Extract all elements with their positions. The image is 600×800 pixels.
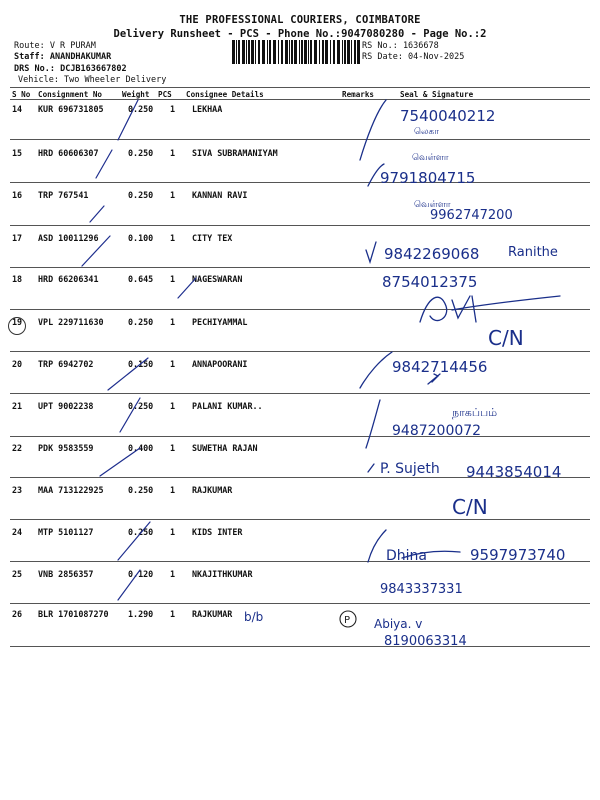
drs-number: DCJB163667802 (60, 64, 127, 74)
handwritten-tamil-name: நாகப்பம் (452, 406, 498, 419)
table-row (10, 607, 590, 649)
barcode-bar (294, 40, 297, 64)
route-label: Route: V R PURAM (14, 41, 96, 51)
row-consignee: LEKHAA (192, 104, 223, 114)
barcode-bar (285, 40, 288, 64)
row-consignment: VNB 2856357 (38, 569, 94, 579)
col-weight: Weight (122, 90, 150, 99)
barcode-bar (258, 40, 260, 64)
row-pcs: 1 (170, 609, 176, 619)
handwritten-signature: Ranithe (508, 245, 558, 260)
row-consignee: CITY TEX (192, 233, 233, 243)
row-consignee: ANNAPOORANI (192, 359, 248, 369)
handwritten-phone: 9842714456 (392, 358, 488, 376)
row-pcs: 1 (170, 233, 176, 243)
handwritten-phone: 9487200072 (392, 423, 482, 439)
row-sno: 14 (12, 104, 23, 114)
row-sno: 23 (12, 485, 23, 495)
row-consignee: KANNAN RAVI (192, 190, 248, 200)
row-weight: 0.400 (128, 443, 154, 453)
row-pcs: 1 (170, 274, 176, 284)
row-divider (10, 351, 590, 352)
barcode-bar (262, 40, 265, 64)
row-sno: 22 (12, 443, 23, 453)
barcode-bar (344, 40, 346, 64)
row-sno: 19 (12, 317, 23, 327)
row-divider (10, 646, 590, 647)
row-consignee: NKAJITHKUMAR (192, 569, 253, 579)
row-consignment: TRP 767541 (38, 190, 89, 200)
vehicle-label: Vehicle: Two Wheeler Delivery (18, 75, 167, 85)
row-consignment: UPT 9002238 (38, 401, 94, 411)
handwritten-remark: b/b (244, 610, 264, 624)
col-remarks: Remarks (342, 90, 375, 99)
barcode-bar (351, 40, 352, 64)
row-consignment: MTP 5101127 (38, 527, 94, 537)
barcode-bar (357, 40, 360, 64)
row-consignee: KIDS INTER (192, 527, 243, 537)
handwritten-phone: 9443854014 (466, 463, 562, 481)
row-divider (10, 561, 590, 562)
header-bottom-rule (10, 99, 590, 100)
circled-letter: P (344, 615, 351, 626)
row-weight: 0.120 (128, 569, 154, 579)
row-consignment: VPL 229711630 (38, 317, 104, 327)
row-pcs: 1 (170, 527, 176, 537)
staff-label: Staff: (14, 52, 45, 62)
row-weight: 0.250 (128, 317, 154, 327)
row-sno: 17 (12, 233, 23, 243)
table-row (10, 188, 590, 230)
row-weight: 0.250 (128, 190, 154, 200)
handwritten-tamil-name: வெள்ளா (412, 153, 449, 163)
row-sno: 25 (12, 569, 23, 579)
row-pcs: 1 (170, 190, 176, 200)
handwritten-cn-mark: C/N (488, 326, 524, 350)
barcode-bar (289, 40, 290, 64)
row-consignee: PALANI KUMAR.. (192, 401, 263, 411)
staff-name: ANANDHAKUMAR (49, 52, 112, 62)
barcode-bar (251, 40, 254, 64)
col-consignee: Consignee Details (186, 90, 264, 99)
row-consignment: ASD 10011296 (38, 233, 99, 243)
barcode-bar (255, 40, 256, 64)
row-pcs: 1 (170, 443, 176, 453)
barcode-bar (325, 40, 328, 64)
barcode-bar (273, 40, 276, 64)
row-consignment: HRD 60606307 (38, 148, 99, 158)
handwritten-phone: 8754012375 (382, 273, 478, 291)
row-consignment: PDK 9583559 (38, 443, 94, 453)
row-divider (10, 225, 590, 226)
handwritten-signature: P. Sujeth (380, 461, 440, 477)
barcode-bar (269, 40, 271, 64)
barcode-bar (301, 40, 303, 64)
barcode-bar (281, 40, 283, 64)
handwritten-signature: Abiya. v (374, 617, 423, 631)
company-title: THE PROFESSIONAL COURIERS, COIMBATORE (179, 14, 421, 26)
handwritten-phone: 9791804715 (380, 169, 476, 187)
row-consignment: KUR 696731805 (38, 104, 104, 114)
handwritten-phone: 9962747200 (430, 208, 513, 223)
row-divider (10, 267, 590, 268)
row-weight: 0.250 (128, 527, 154, 537)
handwritten-tamil-name: வெள்ளா (414, 200, 451, 210)
row-divider (10, 436, 590, 437)
barcode-bar (236, 40, 237, 64)
row-consignment: BLR 1701087270 (38, 609, 109, 619)
barcode-bar (347, 40, 350, 64)
row-weight: 0.645 (128, 274, 154, 284)
drs-line (14, 64, 127, 75)
row-sno: 18 (12, 274, 23, 284)
table-row (10, 399, 590, 441)
row-divider (10, 603, 590, 604)
barcode-bar (342, 40, 343, 64)
barcode-bar (238, 40, 240, 64)
barcode-bar (314, 40, 317, 64)
row-consignee: SIVA SUBRAMANIYAM (192, 148, 278, 158)
barcode-bar (291, 40, 293, 64)
row-consignment: MAA 713122925 (38, 485, 104, 495)
row-pcs: 1 (170, 104, 176, 114)
handwritten-phone: 9597973740 (470, 546, 566, 564)
row-sno: 24 (12, 527, 23, 537)
row-consignee: RAJKUMAR (192, 609, 233, 619)
row-weight: 0.150 (128, 359, 154, 369)
row-pcs: 1 (170, 148, 176, 158)
row-weight: 1.290 (128, 609, 154, 619)
table-row (10, 272, 590, 314)
handwritten-cn-mark: C/N (452, 495, 488, 519)
row-consignee: RAJKUMAR (192, 485, 233, 495)
barcode-bar (299, 40, 300, 64)
row-sno: 20 (12, 359, 23, 369)
row-divider (10, 182, 590, 183)
runsheet-subtitle: Delivery Runsheet - PCS - Phone No.:9047080280 - Page No.:2 (113, 28, 487, 40)
row-sno: 16 (12, 190, 23, 200)
row-consignment: HRD 66206341 (38, 274, 99, 284)
row-pcs: 1 (170, 569, 176, 579)
row-weight: 0.250 (128, 104, 154, 114)
barcode-bar (248, 40, 250, 64)
row-divider (10, 477, 590, 478)
col-seal: Seal & Signature (400, 90, 474, 99)
barcode-bar (319, 40, 320, 64)
sno-circle-mark (8, 317, 26, 335)
row-pcs: 1 (170, 359, 176, 369)
barcode-bar (246, 40, 247, 64)
barcode-bar (322, 40, 324, 64)
row-weight: 0.100 (128, 233, 154, 243)
staff-line (14, 52, 111, 63)
barcode-bar (337, 40, 340, 64)
row-sno: 26 (12, 609, 23, 619)
barcode-bar (242, 40, 245, 64)
handwritten-signature: Dhina (386, 548, 427, 564)
rs-date: RS Date: 04-Nov-2025 (362, 52, 465, 62)
handwritten-phone: 9843337331 (380, 582, 463, 597)
barcode-bar (267, 40, 268, 64)
row-consignee: NAGESWARAN (192, 274, 243, 284)
barcode-bar (330, 40, 331, 64)
handwritten-phone: 9842269068 (384, 245, 480, 263)
row-divider (10, 393, 590, 394)
row-weight: 0.250 (128, 148, 154, 158)
row-pcs: 1 (170, 317, 176, 327)
barcode-bar (304, 40, 307, 64)
table-row (10, 102, 590, 144)
row-consignee: SUWETHA RAJAN (192, 443, 258, 453)
row-weight: 0.250 (128, 485, 154, 495)
row-weight: 0.250 (128, 401, 154, 411)
handwritten-phone: 8190063314 (384, 634, 467, 649)
col-sno: S No (12, 90, 31, 99)
row-divider (10, 519, 590, 520)
row-sno: 21 (12, 401, 23, 411)
barcode (232, 40, 360, 64)
barcode-bar (310, 40, 312, 64)
barcode-bar (308, 40, 309, 64)
rs-number: RS No.: 1636678 (362, 41, 439, 51)
row-divider (10, 139, 590, 140)
row-consignee: PECHIYAMMAL (192, 317, 248, 327)
barcode-bar (354, 40, 356, 64)
barcode-bar (333, 40, 335, 64)
handwritten-tamil-name: லெகா (414, 127, 439, 137)
barcode-bar (232, 40, 235, 64)
row-pcs: 1 (170, 401, 176, 411)
row-pcs: 1 (170, 485, 176, 495)
barcode-bar (278, 40, 279, 64)
handwritten-phone: 7540040212 (400, 107, 496, 125)
row-sno: 15 (12, 148, 23, 158)
col-consignment: Consignment No (38, 90, 103, 99)
col-pcs: PCS (158, 90, 172, 99)
drs-label: DRS No.: (14, 64, 55, 74)
row-divider (10, 309, 590, 310)
row-consignment: TRP 6942702 (38, 359, 94, 369)
